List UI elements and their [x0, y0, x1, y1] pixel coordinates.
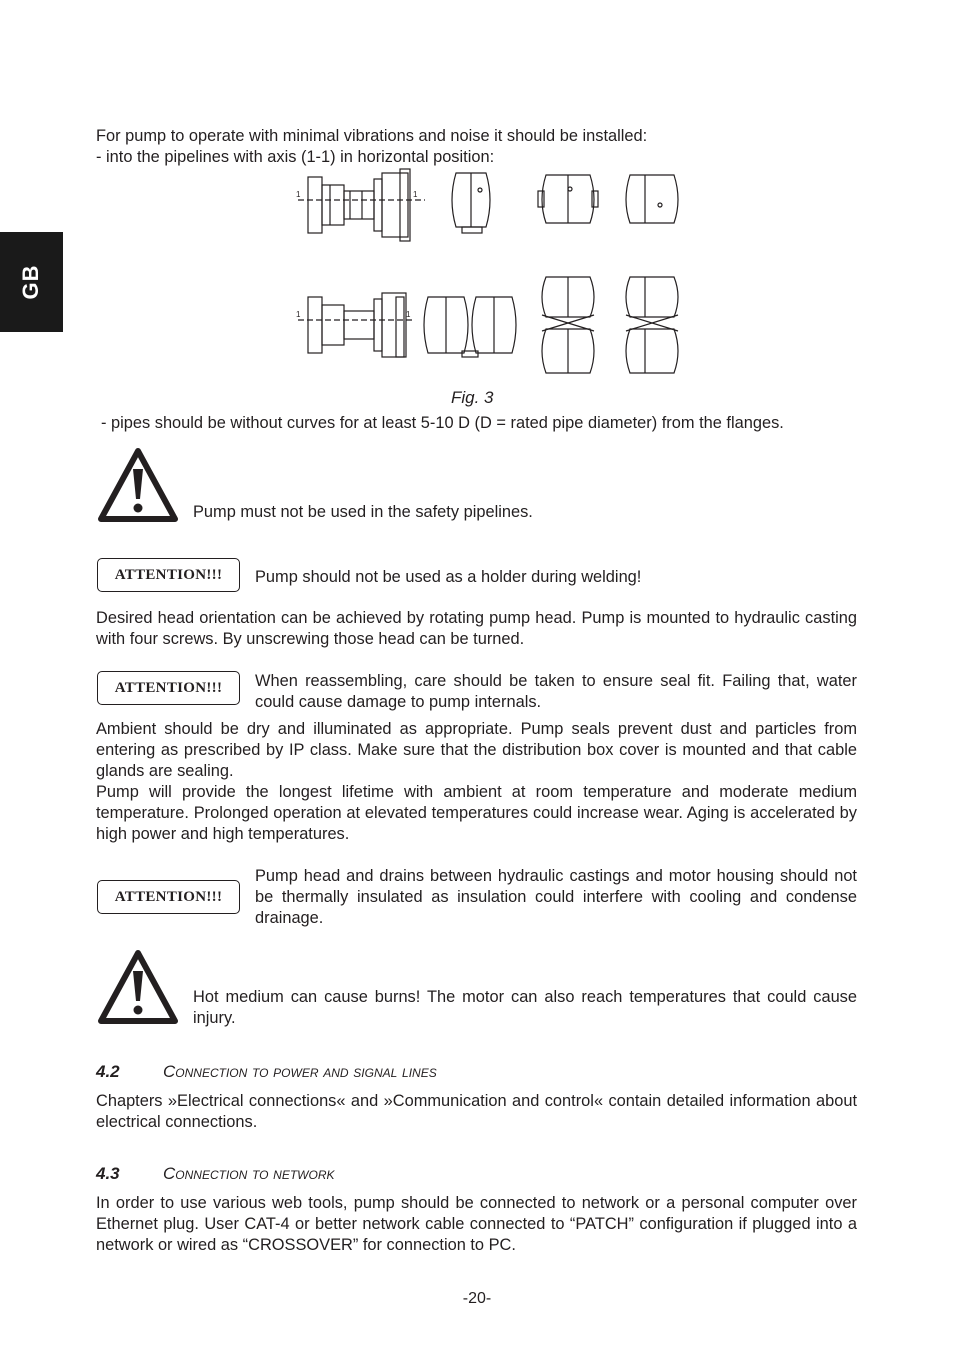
- section-4-3-body: In order to use various web tools, pump should be connected to network or a personal computer over Ethernet plug. User CAT-4 or better network cable connected to “PATCH” configuration if plugged into a network or wired as “CROSSOVER” for connection to PC.: [96, 1194, 857, 1254]
- pump-head-front-1: [452, 173, 490, 233]
- intro-line-1: For pump to operate with minimal vibrations and noise it should be installed:: [96, 127, 648, 145]
- attention-2-text: When reassembling, care should be taken to ensure seal fit. Failing that, water could cause damage to pump internals.: [255, 672, 857, 711]
- orientation-paragraph: Desired head orientation can be achieved by rotating pump head. Pump is mounted to hydraulic casting with four screws. By unscrewing those head can be turned.: [96, 609, 857, 648]
- attention-badge-1: ATTENTION!!!: [97, 558, 240, 592]
- twin-pump-head-vertical-2: [626, 277, 678, 373]
- section-4-3-title: Connection to network: [163, 1164, 335, 1183]
- axis-label-1d: 1: [406, 310, 411, 319]
- attention-badge-3: ATTENTION!!!: [97, 880, 240, 914]
- section-4-3-heading: [96, 1164, 335, 1184]
- attention-badge-2: ATTENTION!!!: [97, 671, 240, 705]
- page-number: -20-: [462, 1290, 492, 1307]
- section-4-3-number: 4.3: [96, 1164, 120, 1183]
- figure-caption: Fig. 3: [451, 388, 494, 407]
- twin-pump-head-horizontal: [424, 297, 516, 357]
- twin-pump-head-vertical-1: [542, 277, 594, 373]
- ambient-paragraph: Ambient should be dry and illuminated as appropriate. Pump seals prevent dust and particles from entering as prescribed by IP class. Make sure that the distribution box cover is mounted and that cable glands are sealing.: [96, 720, 857, 780]
- pump-side-view-1: [298, 169, 425, 241]
- language-tab-label: GB: [18, 264, 43, 300]
- warning-triangle-icon: [97, 949, 179, 1025]
- pump-head-front-2: [538, 175, 598, 223]
- section-4-2-body: Chapters »Electrical connections« and »Communication and control« contain detailed information about electrical connections.: [96, 1092, 857, 1131]
- axis-label-1b: 1: [413, 190, 418, 199]
- twin-pump-side-view: [298, 293, 415, 357]
- language-tab: [0, 232, 63, 332]
- pump-head-front-3: [626, 175, 678, 223]
- axis-label-1a: 1: [296, 190, 301, 199]
- axis-label-1c: 1: [296, 310, 301, 319]
- section-4-2-number: 4.2: [96, 1062, 120, 1081]
- warning-1-text: Pump must not be used in the safety pipelines.: [193, 503, 533, 521]
- lifetime-paragraph: Pump will provide the longest lifetime with ambient at room temperature and moderate medium temperature. Prolonged operation at elevated temperatures could increase wear. Aging is accelerated by high power and high temperatures.: [96, 783, 857, 843]
- pump-orientation-figure: [290, 165, 690, 380]
- attention-3-text: Pump head and drains between hydraulic castings and motor housing should not be thermally insulated as insulation could interfere with cooling and condense drainage.: [255, 867, 857, 927]
- section-4-2-heading: [96, 1062, 437, 1082]
- attention-1-text: Pump should not be used as a holder during welding!: [255, 568, 642, 586]
- warning-triangle-icon: [97, 447, 179, 523]
- section-4-2-title: Connection to power and signal lines: [163, 1062, 437, 1081]
- intro-line-2: - into the pipelines with axis (1-1) in horizontal position:: [96, 148, 495, 166]
- pipes-note: - pipes should be without curves for at least 5-10 D (D = rated pipe diameter) from the flanges.: [101, 414, 784, 432]
- warning-2-text: Hot medium can cause burns! The motor can also reach temperatures that could cause injury.: [193, 988, 857, 1027]
